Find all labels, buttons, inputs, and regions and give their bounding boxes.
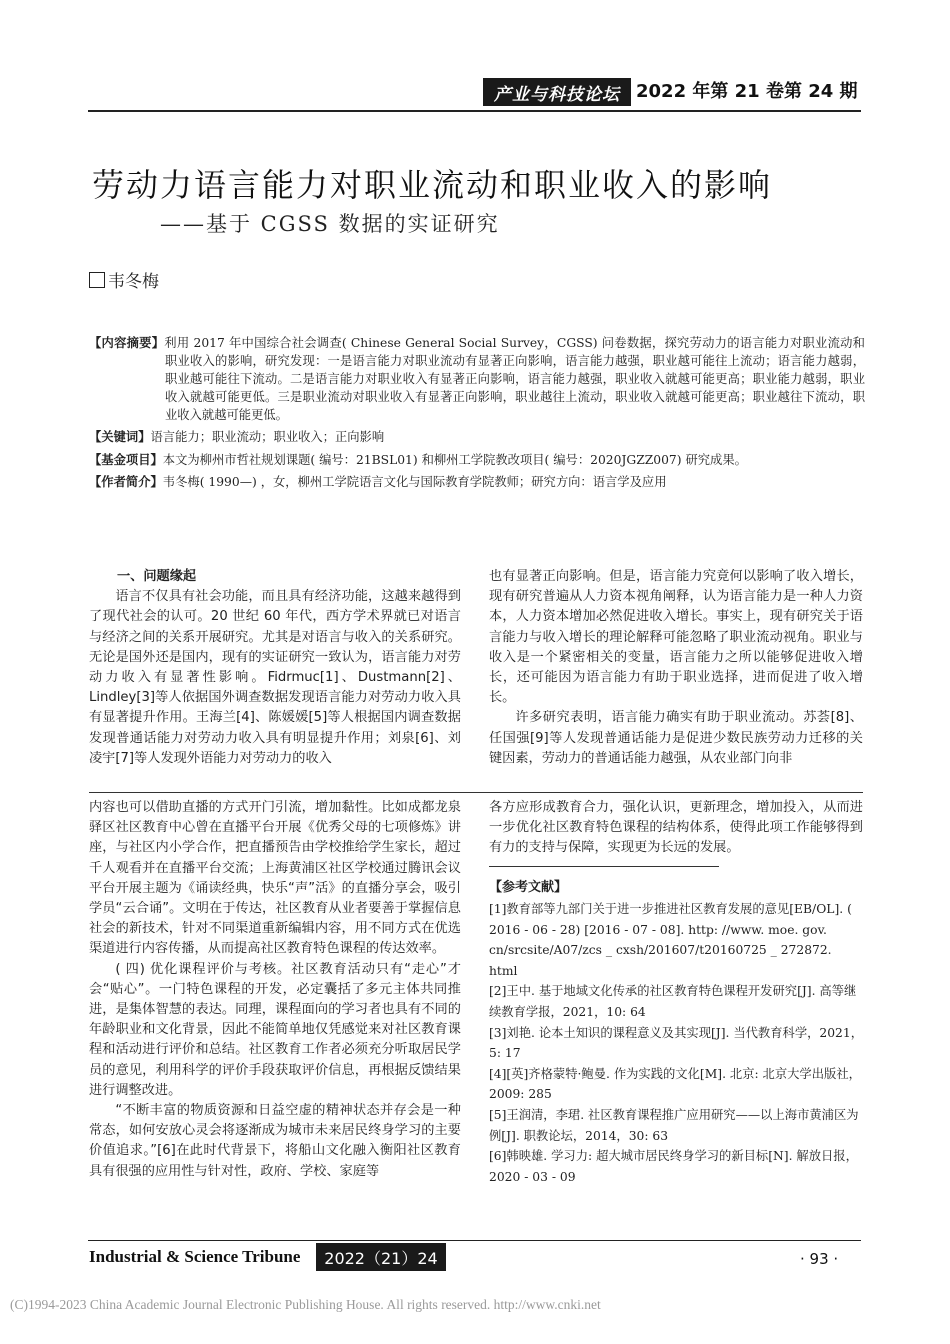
bio-text: 韦冬梅( 1990—) ，女，柳州工学院语言文化与国际教育学院教师；研究方向：语言学及应用 — [162, 474, 667, 489]
bottom-left-paragraph-2: ( 四) 优化课程评价与考核。社区教育活动只有“走心”才会“贴心”。一门特色课程的开发，必定囊括了多元主体共同推进，是集体智慧的表达。同理，课程面向的学习者也具有不同的年龄职业和文化背景，因此不能简单地仅凭感觉来对社区教育课程和活动进行评价和总结。社区教育工作者必须充分听取居民学员的意见，利用科学的评价手段获取评价信息，再根据反馈结果进行调整改进。 — [89, 961, 461, 1098]
keywords-text: 语言能力；职业流动；职业收入；正向影响 — [150, 430, 385, 445]
article-subtitle: ——基于 CGSS 数据的实证研究 — [160, 212, 500, 236]
copyright-notice: (C)1994-2023 China Academic Journal Electronic Publishing House. All rights reserved. http://www.cnki.net — [10, 1297, 601, 1312]
issue-badge: 2022（21）24 — [316, 1243, 446, 1271]
references-heading: 【参考文献】 — [489, 880, 568, 895]
abstract-summary — [89, 334, 865, 424]
summary-label: 【内容摘要】 — [89, 336, 165, 350]
top-left-paragraph: 语言不仅具有社会功能，而且具有经济功能，这越来越得到了现代社会的认可。20 世纪 60 年代，西方学术界就已对语言与经济之间的关系开展研究。尤其是对语言与收入的关系研究。无论是国外还是国内，现有的实证研究一致认为，语言能力对劳动力收入有显著性影响。Fidrmuc[1]、Dustmann[2]、Lindley[3]等人依据国外调查数据发现语言能力对劳动力收入具有显著提升作用。王海兰[4]、陈媛媛[5]等人根据国内调查数据发现普通话能力对劳动力收入具有明显提升作用；刘泉[6]、刘凌宇[7]等人发现外语能力对劳动力的收入 — [89, 589, 461, 766]
fund-label: 【基金项目】 — [89, 452, 163, 467]
top-right-paragraph-1: 也有显著正向影响。但是，语言能力究竟何以影响了收入增长，现有研究普遍从人力资本视角阐释，认为语言能力是一种人力资本，人力资本增加必然促进收入增长。事实上，现有研究关于语言能力与收入增长的理论解释可能忽略了职业流动视角。职业与收入是一个紧密相关的变量，语言能力之所以能够促进收入增长，还可能因为语言能力有助于职业选择，进而促进了收入增长。 — [489, 569, 863, 706]
bottom-right-paragraph: 各方应形成教育合力，强化认识，更新理念，增加投入，从而进一步优化社区教育特色课程的结构体系，使得此项工作能够得到有力的支持与保障，实现更为长远的发展。 — [489, 800, 863, 856]
abstract-bio — [89, 473, 865, 491]
bio-label: 【作者简介】 — [89, 474, 163, 489]
journal-english-name: Industrial & Science Tribune — [89, 1247, 301, 1266]
keywords-label: 【关键词】 — [89, 430, 151, 445]
square-bullet-icon — [89, 272, 105, 288]
top-right-column — [489, 567, 863, 769]
issue-label: 2022 年第 21 卷第 24 期 — [636, 81, 858, 102]
section-heading: 一、问题缘起 — [117, 569, 197, 584]
summary-text: 利用 2017 年中国综合社会调查( Chinese General Social Survey，CGSS) 问卷数据，探究劳动力的语言能力对职业流动和职业收入的影响，研究发现：一是语言能力对职业流动有显著正向影响，语言能力越强，职业越可能往上流动；语言能力越弱，职业越可能往下流动。二是语言能力对职业收入有显著正向影响，语言能力越强，职业收入就越可能更高；职业能力越弱，职业收入就越可能更低。三是职业流动对职业收入有显著正向影响，职业越往上流动，职业收入就越可能更高；职业越往下流动，职业收入就越可能更低。 — [164, 336, 865, 423]
header-divider — [88, 110, 861, 112]
author-line — [89, 267, 159, 292]
footer-divider — [88, 1240, 861, 1241]
journal-badge: 产业与科技论坛 — [483, 78, 631, 106]
bottom-right-column — [489, 798, 863, 859]
top-left-column — [89, 567, 461, 769]
fund-text: 本文为柳州市哲社规划课题( 编号：21BSL01) 和柳州工学院教改项目( 编号：2020JGZZ007) 研究成果。 — [162, 452, 747, 467]
article-title: 劳动力语言能力对职业流动和职业收入的影响 — [92, 166, 773, 204]
reference-item: [6]韩映雄. 学习力: 超大城市居民终身学习的新目标[N]. 解放日报，2020 - 03 - 09 — [489, 1149, 858, 1184]
references-list — [489, 899, 863, 1187]
abstract-keywords — [89, 428, 865, 446]
reference-item: [1]教育部等九部门关于进一步推进社区教育发展的意见[EB/OL]. ( 2016 - 06 - 28) [2016 - 07 - 08]. http: //www. moe. gov. cn/srcsite/A07/zcs _ cxsh/201607/t20160725 _ 272872. html — [489, 902, 852, 978]
reference-item: [3]刘艳. 论本土知识的课程意义及其实现[J]. 当代教育科学，2021，5: 17 — [489, 1025, 863, 1061]
bottom-left-column — [89, 798, 461, 1182]
references-block — [489, 876, 863, 1187]
abstract-block — [89, 334, 865, 495]
top-right-paragraph-2: 许多研究表明，语言能力确实有助于职业流动。苏荟[8]、任国强[9]等人发现普通话能力是促进少数民族劳动力迁移的关键因素，劳动力的普通话能力越强，从农业部门向非 — [489, 710, 863, 766]
bottom-left-paragraph-3: “不断丰富的物质资源和日益空虚的精神状态并存会是一种常态，如何安放心灵会将逐渐成为城市未来居民终身学习的主要价值追求。”[6]在此时代背景下，将船山文化融入衡阳社区教育具有很强的应用性与针对性，政府、学校、家庭等 — [89, 1103, 461, 1179]
reference-item: [5]王润清，李珺. 社区教育课程推广应用研究——以上海市黄浦区为例[J]. 职教论坛，2014，30: 63 — [489, 1107, 859, 1143]
author-name: 韦冬梅 — [108, 272, 159, 292]
reference-item: [2]王中. 基于地域文化传承的社区教育特色课程开发研究[J]. 高等继续教育学报，2021，10: 64 — [489, 984, 857, 1019]
section-divider — [89, 792, 863, 793]
reference-item: [4][英]齐格蒙特·鲍曼. 作为实践的文化[M]. 北京: 北京大学出版社，2009: 285 — [489, 1066, 861, 1102]
abstract-fund — [89, 451, 865, 469]
page-number: · 93 · — [800, 1250, 839, 1268]
references-divider — [489, 866, 719, 867]
bottom-left-paragraph-1: 内容也可以借助直播的方式开门引流，增加黏性。比如成都龙泉驿区社区教育中心曾在直播平台开展《优秀父母的七项修炼》讲座，与社区内小学合作，把直播预告由学校推给学生家长，超过千人观看并在直播平台交流；上海黄浦区社区学校通过腾讯会议平台开展主题为《诵读经典，快乐“声”活》的直播分享会，吸引学员“云合诵”。文明在于传达，社区教育从业者要善于掌握信息社会的新技术，针对不同渠道重新编辑内容，用不同方式在优选渠道进行内容传播，从而提高社区教育特色课程的传达效率。 — [89, 800, 461, 957]
